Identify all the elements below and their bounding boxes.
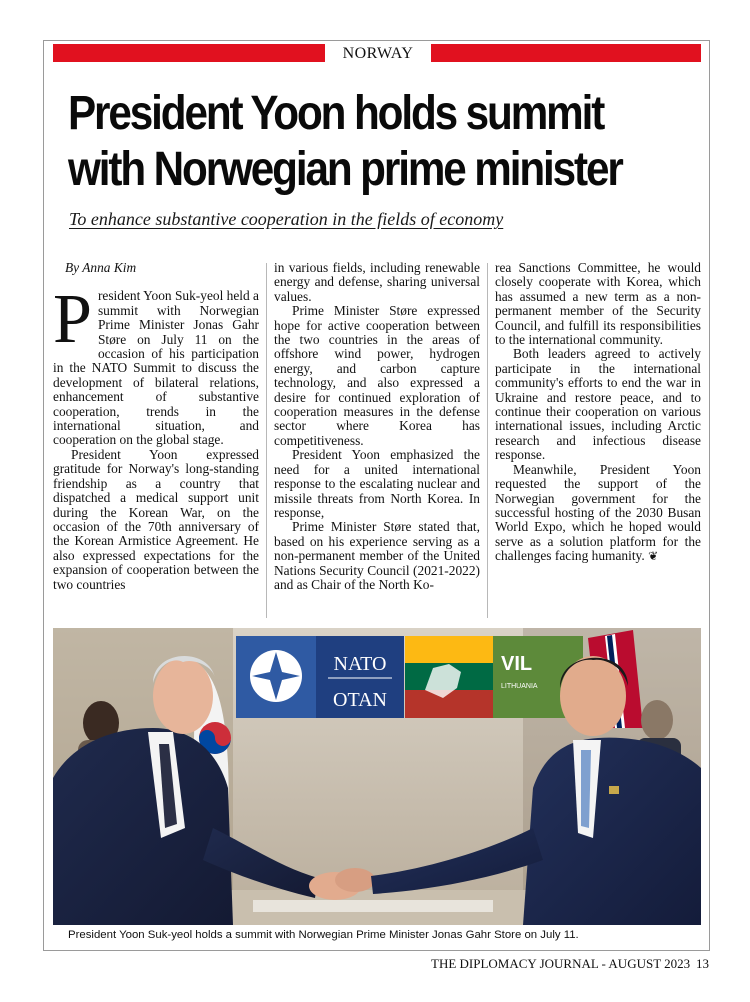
- backdrop-text-nato: NATO: [333, 653, 387, 675]
- article-paragraph: rea Sanctions Committee, he would closely cooperate with Korea, which has assumed a new term as a non-permanent member of the Security Council, and fulfill its responsibilities to the international community.: [495, 260, 701, 348]
- paragraph-text: Meanwhile, President Yoon requested the support of the Norwegian government for the successful hosting of the 2030 Busan World Expo, which he hoped would serve as a solution platform for the challenges facing humanity.: [495, 461, 701, 564]
- article-paragraph: President Yoon emphasized the need for a united international response to the escalating nuclear and missile threats from North Korea. In response,: [274, 447, 480, 520]
- backdrop-text-otan: OTAN: [333, 689, 387, 711]
- column-divider: [487, 263, 488, 618]
- end-mark-icon: ❦: [648, 549, 659, 564]
- subheadline: To enhance substantive cooperation in the fields of economy: [69, 209, 504, 229]
- page-number: 13: [696, 956, 709, 971]
- paragraph-text: resident Yoon Suk-yeol held a summit with Norwegian Prime Minister Jonas Gahr Støre on July 11 on the occasion of his participation in the NATO Summit to discuss the development of bilateral relations, enhancement of substantive cooperation, trends in the international situation, and cooperation on the global stage.: [53, 288, 259, 448]
- footer-publication: THE DIPLOMACY JOURNAL - AUGUST 2023: [431, 956, 691, 971]
- article-paragraph: Prime Minister Støre expressed hope for active cooperation between the two countries in the areas of offshore wind power, hydrogen energy, and carbon capture technology, and also expressed a desire for continued exploration of cooperation measures in the defense sector where Korea has competitiveness.: [274, 303, 480, 448]
- drop-cap: P: [53, 281, 92, 359]
- right-leader-suit: [523, 738, 701, 925]
- section-bar-left: [53, 44, 325, 62]
- backdrop-text-lithuania: LITHUANIA: [501, 683, 538, 690]
- byline: By Anna Kim: [65, 260, 137, 275]
- article-paragraph: Prime Minister Støre stated that, based on his experience serving as a non-permanent member of the United Nations Security Council (2021-2022) and as Chair of the North Ko-: [274, 519, 480, 592]
- headline-line-1: President Yoon holds summit: [68, 87, 604, 140]
- column-divider: [266, 263, 267, 618]
- article-paragraph: [495, 463, 701, 564]
- article-paragraph: President Yoon expressed gratitude for Norway's long-standing friendship as a country that dispatched a medical support unit during the Korean War, on the occasion of the 70th anniversary of the Korean Armistice Agreement. He also expressed expectations for the expansion of cooperation between the two countries: [53, 446, 259, 592]
- headline-line-2: with Norwegian prime minister: [68, 143, 622, 196]
- summit-photo: [53, 628, 701, 925]
- section-bar-right: [431, 44, 701, 62]
- lapel-pin-icon: [609, 786, 619, 794]
- left-leader-suit: [53, 728, 233, 925]
- article-paragraph: [53, 281, 259, 448]
- article-column-1: [53, 261, 259, 621]
- photo-caption: President Yoon Suk-yeol holds a summit with Norwegian Prime Minister Jonas Gahr Store on July 11.: [68, 929, 579, 941]
- article-column-2: [274, 261, 480, 621]
- article-column-3: [495, 261, 701, 621]
- section-label: NORWAY: [342, 45, 414, 62]
- backdrop-text-vilnius: VIL: [501, 653, 533, 675]
- left-leader-face: [153, 658, 213, 734]
- article-paragraph: in various fields, including renewable energy and defense, sharing universal values.: [274, 260, 480, 304]
- headline: [68, 86, 631, 198]
- article-paragraph: Both leaders agreed to actively participate in the international community's efforts to end the war in Ukraine and restore peace, and to continue their cooperation on various international issues, including Arctic research and infectious disease response.: [495, 346, 701, 463]
